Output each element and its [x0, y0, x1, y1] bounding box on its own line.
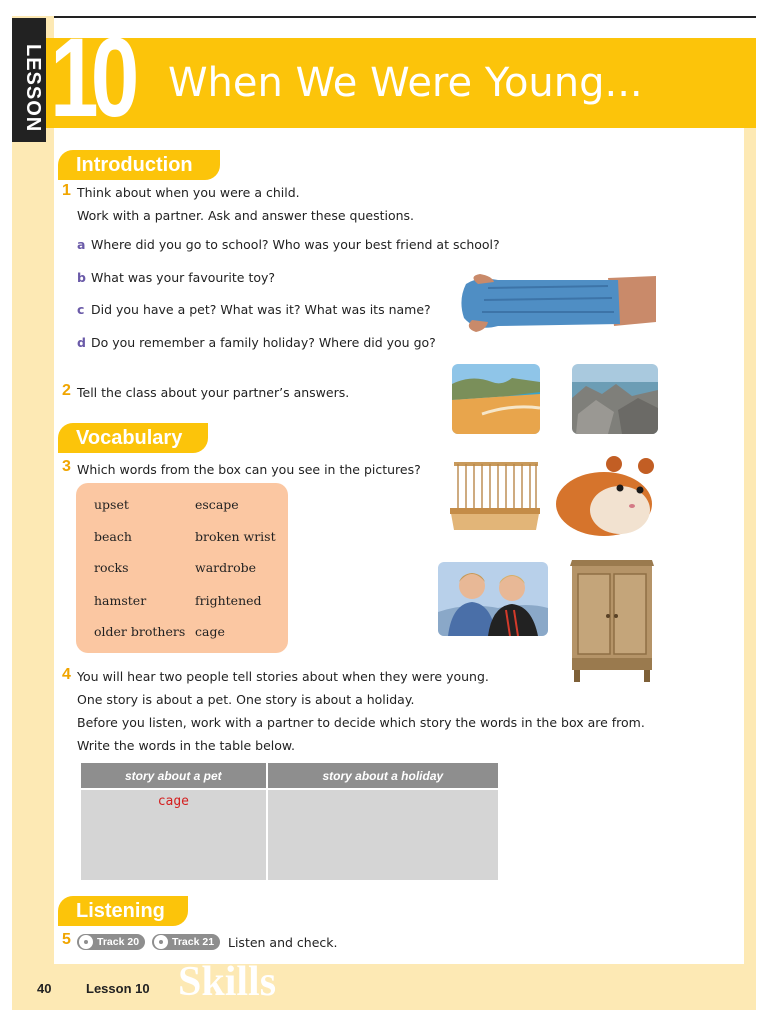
vocab-word: escape	[195, 497, 239, 512]
q2-text: Tell the class about your partner’s answers.	[77, 385, 350, 400]
item-text-d: Do you remember a family holiday? Where did you go?	[91, 335, 436, 350]
item-letter-d: d	[77, 335, 86, 350]
left-margin-band	[12, 16, 54, 1010]
lesson-label: LESSON	[22, 43, 44, 133]
item-text-a: Where did you go to school? Who was your best friend at school?	[91, 237, 500, 252]
item-letter-b: b	[77, 270, 86, 285]
q3-text: Which words from the box can you see in the pictures?	[77, 462, 421, 477]
track-21-button[interactable]	[152, 934, 220, 950]
item-letter-a: a	[77, 237, 86, 252]
older-brothers-image	[438, 562, 548, 636]
bird-cage-image	[446, 456, 544, 534]
item-text-c: Did you have a pet? What was it? What was its name?	[91, 302, 431, 317]
track-20-button[interactable]	[77, 934, 145, 950]
vocab-word: broken wrist	[195, 529, 276, 544]
q1-line1: Think about when you were a child.	[77, 185, 300, 200]
q5-text: Listen and check.	[228, 935, 338, 950]
q4-line: Write the words in the table below.	[77, 738, 295, 753]
table-cell-holiday[interactable]	[267, 789, 498, 880]
vocab-word: cage	[195, 624, 225, 639]
footer-section-skills: Skills	[178, 959, 277, 1005]
broken-wrist-cast-image	[458, 270, 658, 336]
table-cell-pet[interactable]	[81, 789, 267, 880]
vocab-word: beach	[94, 529, 132, 544]
footer-lesson: Lesson 10	[86, 981, 150, 996]
lesson-number: 10	[50, 15, 132, 140]
lesson-tab	[12, 18, 46, 142]
vocabulary-heading: Vocabulary	[58, 423, 208, 453]
item-text-b: What was your favourite toy?	[91, 270, 276, 285]
beach-image	[452, 364, 540, 434]
page-title: When We Were Young...	[168, 60, 643, 106]
listening-heading: Listening	[58, 896, 188, 926]
vocab-word: hamster	[94, 593, 147, 608]
q4-line: You will hear two people tell stories about when they were young.	[77, 669, 489, 684]
question-number-2: 2	[62, 382, 71, 399]
wardrobe-image	[566, 558, 658, 684]
page-number: 40	[37, 981, 52, 996]
rocks-image	[572, 364, 658, 434]
q1-line2: Work with a partner. Ask and answer these questions.	[77, 208, 415, 223]
hamster-image	[554, 452, 658, 538]
question-number-1: 1	[62, 182, 71, 199]
vocab-word: rocks	[94, 560, 129, 575]
right-margin-band	[744, 128, 756, 964]
question-number-5: 5	[62, 931, 71, 948]
vocab-word: upset	[94, 497, 129, 512]
q4-line: Before you listen, work with a partner to decide which story the words in the box are from.	[77, 715, 645, 730]
cd-icon	[154, 935, 168, 949]
vocab-word: wardrobe	[195, 560, 257, 575]
track-label: Track 20	[97, 936, 140, 948]
track-label: Track 21	[172, 936, 215, 948]
question-number-4: 4	[62, 666, 71, 683]
handwritten-answer: cage	[157, 794, 189, 809]
introduction-heading: Introduction	[58, 150, 220, 180]
table-header-pet: story about a pet	[81, 763, 267, 789]
story-words-table	[81, 763, 498, 880]
table-header-holiday: story about a holiday	[267, 763, 498, 789]
question-number-3: 3	[62, 458, 71, 475]
vocab-word: older brothers	[94, 624, 186, 639]
cd-icon	[79, 935, 93, 949]
item-letter-c: c	[77, 302, 85, 317]
q4-line: One story is about a pet. One story is about a holiday.	[77, 692, 415, 707]
vocab-word: frightened	[195, 593, 262, 608]
